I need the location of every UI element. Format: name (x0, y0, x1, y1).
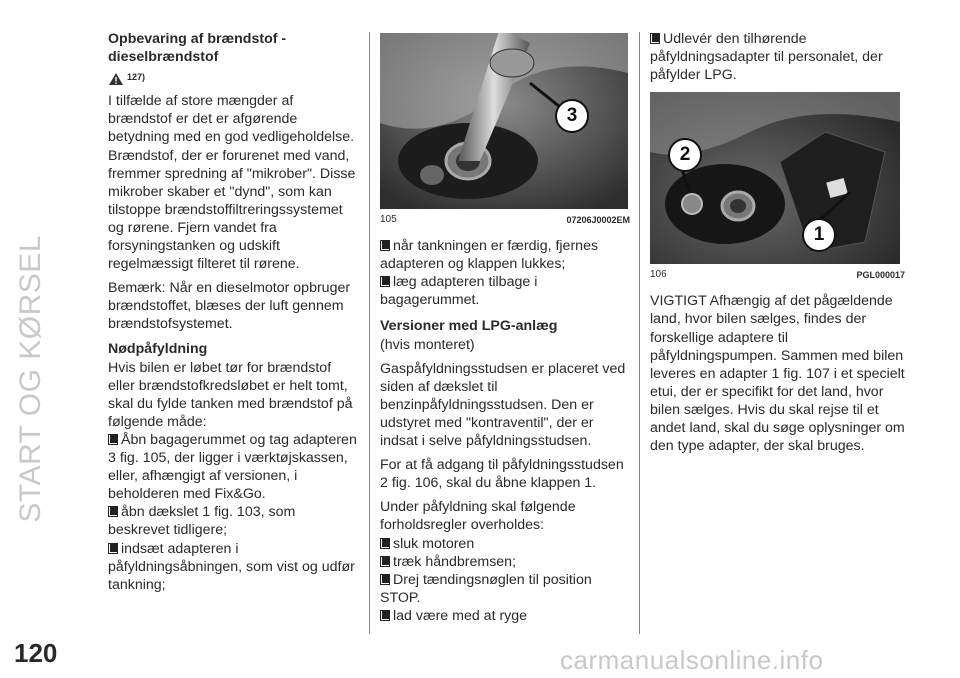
list-item: indsæt adapteren i påfyldningsåbningen, som vist og udfør tankning; (108, 540, 355, 593)
checkbox-bullet-icon (650, 33, 660, 44)
paragraph: VIGTIGT Afhængig af det pågældende land, hvor bilen sælges, findes der forskellige adaptere til påfyldningspumpen. Sammen med bilen leveres en adapter 1 fig. 107 i et specielt etui, der er specifikt for det land, hvor bilen sælges. Hvis du skal rejse til et andet land, skal du søge oplysninger om den type adapter, der skal bruges. (650, 293, 905, 455)
side-section-title: START OG KØRSEL (14, 235, 47, 523)
figure-105-image (380, 33, 628, 209)
figure-callout: 2 (668, 138, 702, 172)
figure-callout: 1 (802, 218, 836, 252)
checkbox-bullet-icon (380, 538, 390, 549)
section-heading: Versioner med LPG-anlæg (380, 318, 558, 335)
checkbox-bullet-icon (380, 240, 390, 251)
paragraph: I tilfælde af store mængder af brændstof er det er afgørende betydning med en god vedligeholdelse. Brændstof, der er forurenet med vand, fremmer spredning af "mikrober". Disse mikrober skaber et "dynd", som kan tilstoppe brændstoffiltreringssystemet og rørene. Fjern vandet fra forsyningstanken og udskift regelmæssigt filteret til rørene. (108, 93, 356, 273)
list-item: Udlevér den tilhørende påfyldningsadapter til personalet, der påfylder LPG. (650, 31, 883, 84)
checkbox-bullet-icon (108, 543, 118, 554)
page-number: 120 (14, 638, 58, 668)
section-subheading: (hvis monteret) (380, 336, 475, 353)
paragraph: For at få adgang til påfyldningsstudsen 2 fig. 106, skal du åbne klappen 1. (380, 457, 624, 492)
paragraph: Under påfyldning skal følgende forholdsregler overholdes: (380, 499, 576, 534)
checkbox-bullet-icon (380, 556, 390, 567)
figure-callout: 3 (555, 99, 589, 133)
figure-caption: 106 PGL000017 (650, 269, 905, 281)
column-2 (380, 30, 630, 625)
figure-106-image (650, 92, 900, 264)
watermark: carmanualsonline.info (560, 645, 824, 675)
checkbox-bullet-icon (380, 276, 390, 287)
column-3 (650, 30, 905, 461)
lpg-filler-illustration (650, 92, 900, 264)
list-item: sluk motoren (380, 535, 630, 553)
figure-caption: 105 07206J0002EM (380, 214, 630, 225)
list-item: åbn dækslet 1 fig. 103, som beskrevet tidligere; (108, 504, 296, 539)
fuel-adapter-illustration (380, 33, 628, 209)
list-item: Åbn bagagerummet og tag adapteren 3 fig. 105, der ligger i værktøjskassen, eller, afhængigt af versionen, i beholderen med Fix&Go. (108, 431, 357, 503)
paragraph: Bemærk: Når en dieselmotor opbruger brændstoffet, blæses der luft gennem brændstofsystemet. (108, 280, 351, 333)
paragraph: Gaspåfyldningsstudsen er placeret ved siden af dækslet til benzinpåfyldningsstudsen. Den er udstyret med "kontraventil", der er indsat i selve påfyldningsstudsen. (380, 360, 626, 450)
list-item: Drej tændingsnøglen til position STOP. (380, 571, 592, 606)
list-item: lad være med at ryge (380, 607, 630, 625)
section-heading: Nødpåfyldning (108, 340, 208, 357)
checkbox-bullet-icon (108, 434, 118, 445)
warning-triangle-icon (108, 72, 124, 86)
warning-reference: 127) (127, 72, 146, 83)
checkbox-bullet-icon (380, 610, 390, 621)
list-item: når tankningen er færdig, fjernes adapteren og klappen lukkes; (380, 238, 599, 273)
column-divider (369, 32, 370, 634)
list-item: læg adapteren tilbage i bagagerummet. (380, 274, 538, 309)
column-divider (639, 32, 640, 634)
list-item: træk håndbremsen; (380, 553, 630, 571)
checkbox-bullet-icon (380, 574, 390, 585)
checkbox-bullet-icon (108, 506, 118, 517)
warning-note (108, 68, 358, 86)
paragraph: Hvis bilen er løbet tør for brændstof eller brændstofkredsløbet er helt tomt, skal du fylde tanken med brændstof på følgende måde: (108, 359, 353, 430)
column-1 (108, 30, 358, 594)
section-heading: Opbevaring af brændstof - dieselbrændstof (108, 31, 287, 66)
